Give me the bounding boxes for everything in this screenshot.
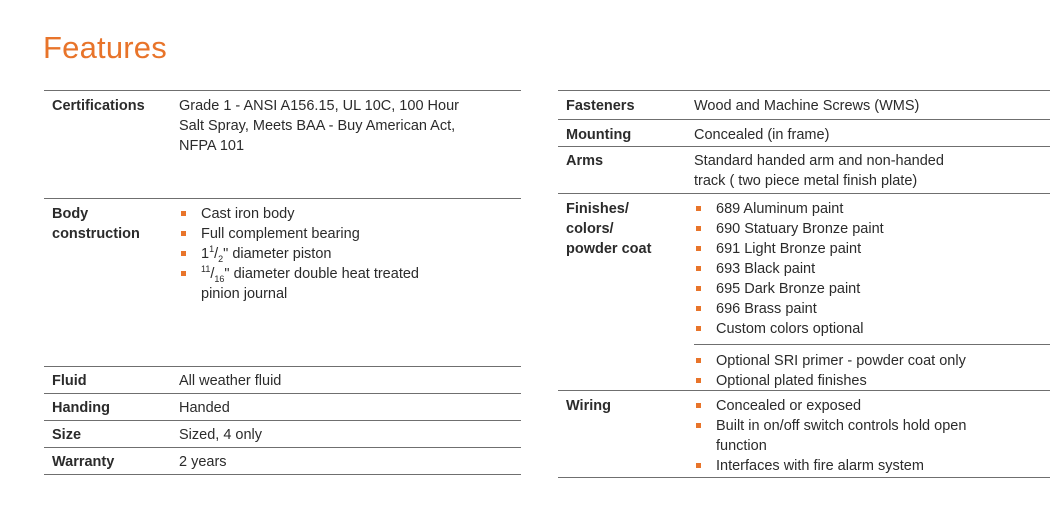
row-size [44, 420, 521, 447]
value-handing: Handed [179, 400, 230, 416]
cert-line-1: Grade 1 - ANSI A156.15, UL 10C, 100 Hour [179, 98, 459, 114]
list-item: $1^1/_2$" diameter piston [179, 244, 509, 264]
bullet-icon [696, 463, 701, 468]
list-item: 696 Brass paint [694, 299, 1024, 319]
right-features-table [558, 90, 1050, 478]
label-wiring: Wiring [566, 398, 611, 414]
value-size: Sized, 4 only [179, 427, 263, 443]
cert-line-2: Salt Spray, Meets BAA - Buy American Act, [179, 118, 456, 134]
row-body-construction [44, 198, 521, 366]
list-item: Concealed or exposed [694, 396, 1024, 416]
list-item: Interfaces with fire alarm system [694, 456, 1024, 476]
list-item: 693 Black paint [694, 259, 1024, 279]
list-item: Optional SRI primer - powder coat only [694, 351, 1024, 371]
row-fasteners [558, 90, 1050, 119]
bullet-icon [696, 206, 701, 211]
label-body-construction [52, 204, 140, 244]
list-item: Custom colors optional [694, 319, 1024, 339]
row-mounting [558, 119, 1050, 146]
label-fluid: Fluid [52, 373, 87, 389]
list-item: Cast iron body [179, 204, 509, 224]
value-warranty: 2 years [179, 454, 227, 470]
bullet-icon [181, 271, 186, 276]
body-label-line-2: construction [52, 226, 140, 242]
label-finishes [566, 199, 651, 259]
bullet-icon [181, 251, 186, 256]
row-arms [558, 146, 1050, 193]
bullet-icon [696, 326, 701, 331]
list-item: 695 Dark Bronze paint [694, 279, 1024, 299]
cert-line-3: NFPA 101 [179, 138, 245, 154]
finishes-label-line-3: powder coat [566, 241, 652, 257]
list-item: $^{11}/_{16}$" diameter double heat treated pinion journal [179, 264, 509, 304]
value-body-construction [179, 204, 509, 304]
page-title: Features [43, 30, 167, 65]
label-fasteners: Fasteners [566, 98, 635, 114]
bullet-icon [181, 211, 186, 216]
list-item: Full complement bearing [179, 224, 509, 244]
arms-line-2: track ( two piece metal finish plate) [694, 173, 918, 189]
value-arms [694, 151, 1024, 191]
list-item: Optional plated finishes [694, 371, 1024, 391]
value-fluid: All weather fluid [179, 373, 282, 389]
value-finishes-extra [694, 351, 1024, 391]
label-warranty: Warranty [52, 454, 115, 470]
finishes-bullet-list [694, 199, 1024, 339]
value-certifications [179, 96, 509, 156]
finishes-divider [694, 344, 1050, 345]
label-mounting: Mounting [566, 127, 632, 143]
bullet-icon [696, 246, 701, 251]
bullet-icon [696, 378, 701, 383]
row-wiring [558, 390, 1050, 478]
list-item: 691 Light Bronze paint [694, 239, 1024, 259]
finishes-label-line-1: Finishes/ [566, 201, 629, 217]
label-certifications: Certifications [52, 98, 145, 114]
arms-line-1: Standard handed arm and non-handed [694, 153, 944, 169]
label-arms: Arms [566, 153, 604, 169]
label-handing: Handing [52, 400, 110, 416]
finishes-label-line-2: colors/ [566, 221, 614, 237]
bullet-icon [696, 358, 701, 363]
value-finishes [694, 199, 1024, 339]
bullet-icon [696, 403, 701, 408]
bullet-icon [696, 306, 701, 311]
finishes-extra-list [694, 351, 1024, 391]
wiring-bullet-list [694, 396, 1024, 476]
body-label-line-1: Body [52, 206, 89, 222]
label-size: Size [52, 427, 82, 443]
bullet-icon [696, 226, 701, 231]
row-finishes [558, 193, 1050, 390]
row-certifications [44, 90, 521, 198]
row-fluid [44, 366, 521, 393]
bullet-icon [696, 423, 701, 428]
value-wiring [694, 396, 1024, 476]
value-fasteners: Wood and Machine Screws (WMS) [694, 98, 920, 114]
value-mounting: Concealed (in frame) [694, 127, 830, 143]
list-item: 690 Statuary Bronze paint [694, 219, 1024, 239]
row-warranty [44, 447, 521, 475]
bullet-icon [181, 231, 186, 236]
list-item: Built in on/off switch controls hold open function [694, 416, 1024, 456]
list-item: 689 Aluminum paint [694, 199, 1024, 219]
bullet-icon [696, 286, 701, 291]
left-features-table [44, 90, 521, 475]
bullet-icon [696, 266, 701, 271]
row-handing [44, 393, 521, 420]
body-bullet-list [179, 204, 509, 304]
